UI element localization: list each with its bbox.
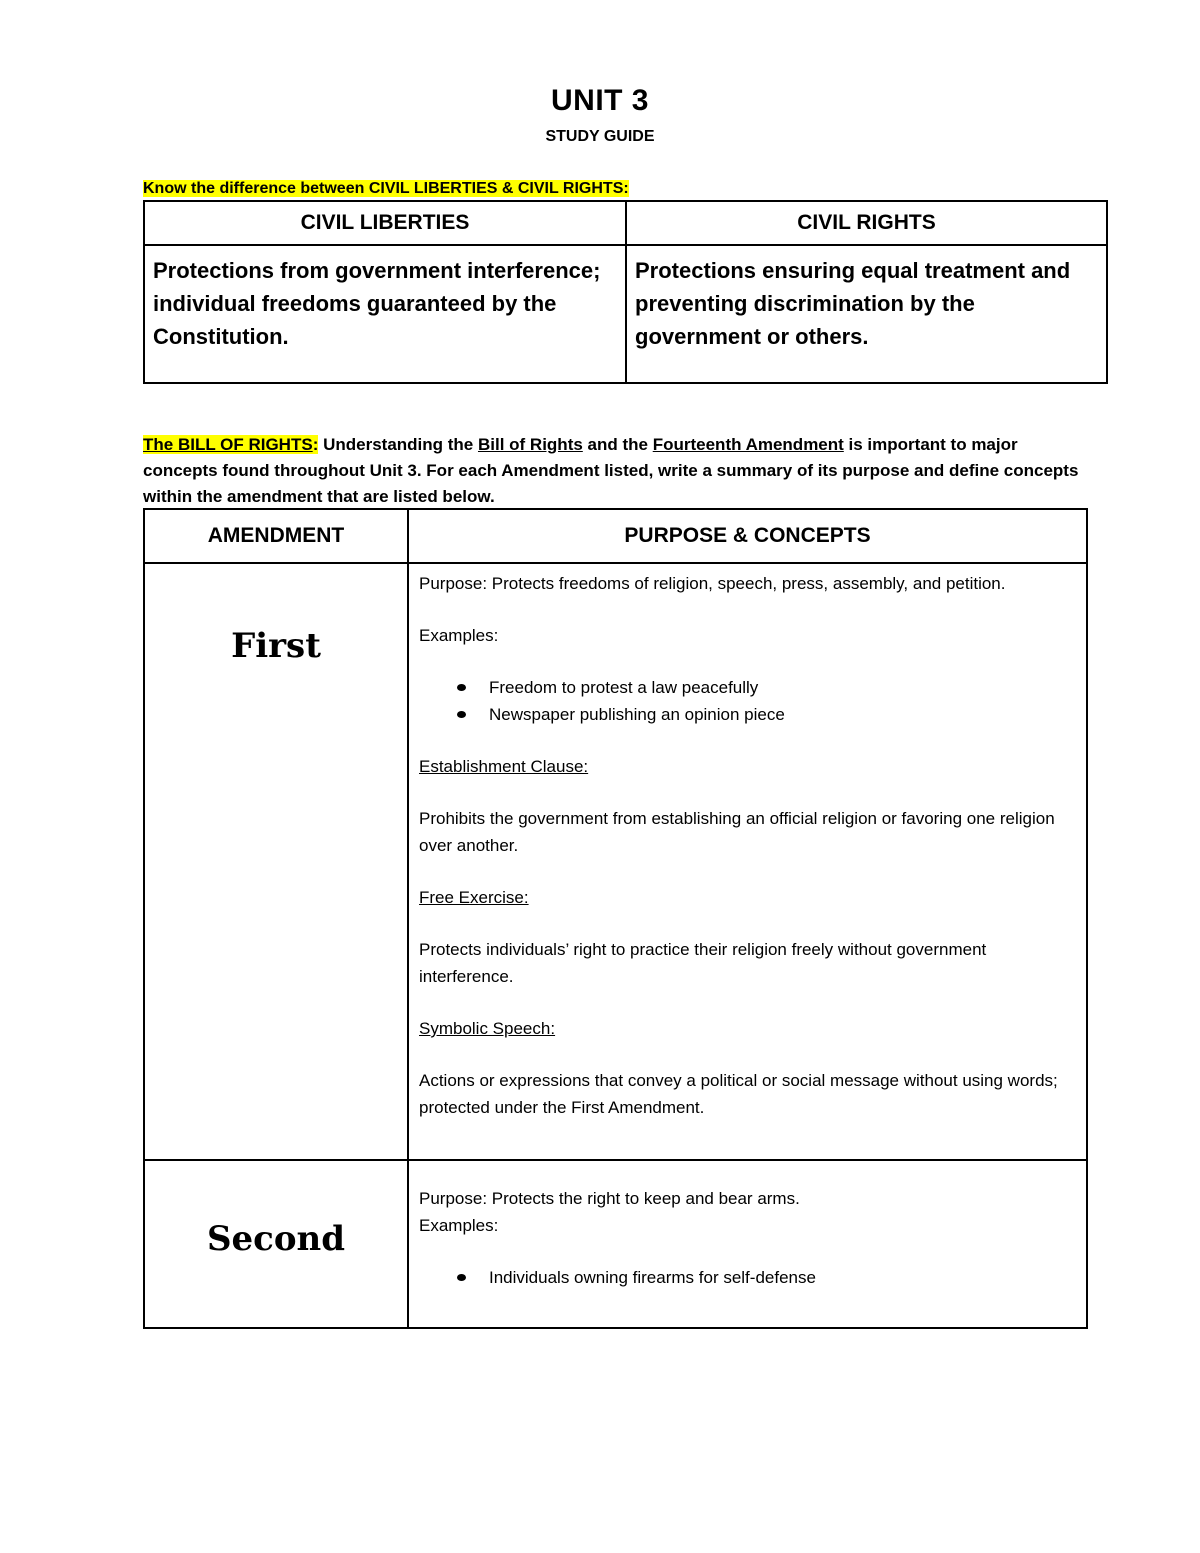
civil-rights-header: CIVIL RIGHTS (626, 201, 1107, 245)
amendment-name (144, 563, 408, 1160)
bullet-icon (457, 684, 466, 691)
bill-of-rights-highlight: The BILL OF RIGHTS (143, 435, 313, 454)
examples-label: Examples: (419, 626, 499, 645)
second-amendment-content (408, 1160, 1087, 1328)
list-item (457, 674, 1076, 701)
symbolic-speech-definition: Actions or expressions that convey a political or social message without using words; protected under the First Amendment. (419, 1071, 1058, 1117)
second-amendment-label: Second (206, 1219, 346, 1259)
civil-liberties-header: CIVIL LIBERTIES (144, 201, 626, 245)
example-text: Freedom to protest a law peacefully (489, 678, 759, 697)
intro-colon: : (312, 435, 319, 454)
page-subtitle: STUDY GUIDE (545, 128, 655, 145)
bullet-icon (457, 711, 466, 718)
purpose-column-header: PURPOSE & CONCEPTS (408, 509, 1087, 563)
civil-liberties-definition: Protections from government interference; individual freedoms guaranteed by the Constitution. (144, 245, 626, 383)
fourteenth-amendment-term: Fourteenth Amendment (652, 435, 844, 454)
section1-intro-text: Know the difference between CIVIL LIBERTIES & CIVIL RIGHTS: (143, 180, 629, 197)
examples-list (419, 1264, 1076, 1291)
intro-part1: Understanding the (318, 435, 478, 454)
example-text: Newspaper publishing an opinion piece (489, 705, 785, 724)
examples-list (419, 674, 1076, 728)
amendments-table (143, 508, 1088, 1329)
symbolic-speech-term: Symbolic Speech: (419, 1019, 556, 1038)
free-exercise-definition: Protects individuals’ right to practice their religion freely without government interference. (419, 940, 987, 986)
civil-rights-definition: Protections ensuring equal treatment and preventing discrimination by the government or others. (626, 245, 1107, 383)
bill-of-rights-term: Bill of Rights (477, 435, 583, 454)
list-item (457, 701, 1076, 728)
purpose-label: Purpose: (419, 1189, 488, 1208)
first-amendment-content (408, 563, 1087, 1160)
purpose-text: Protects freedoms of religion, speech, press, assembly, and petition. (487, 574, 1006, 593)
intro-part2: and the (582, 435, 653, 454)
purpose-line (419, 1185, 1076, 1212)
examples-label: Examples: (419, 1216, 499, 1235)
page-title: UNIT 3 (550, 84, 649, 117)
establishment-clause-term: Establishment Clause: (419, 757, 589, 776)
amendment-name (144, 1160, 408, 1328)
bullet-icon (457, 1274, 466, 1281)
first-amendment-label: First (231, 626, 321, 666)
section1-intro (143, 180, 629, 198)
section2-intro (143, 432, 1083, 510)
intro-part3: is important to major concepts found throughout Unit 3. For each Amendment listed, write a summary of its purpose and define concepts within the amendment that are listed below. (143, 435, 1079, 506)
amendment-column-header: AMENDMENT (144, 509, 408, 563)
purpose-label: Purpose: (419, 574, 488, 593)
purpose-line (419, 570, 1076, 597)
establishment-clause-definition: Prohibits the government from establishing an official religion or favoring one religion over another. (419, 809, 1055, 855)
list-item (457, 1264, 1076, 1291)
free-exercise-term: Free Exercise: (419, 888, 529, 907)
civil-liberties-rights-table (143, 200, 1108, 384)
example-text: Individuals owning firearms for self-defense (489, 1268, 816, 1287)
purpose-text: Protects the right to keep and bear arms. (487, 1189, 800, 1208)
